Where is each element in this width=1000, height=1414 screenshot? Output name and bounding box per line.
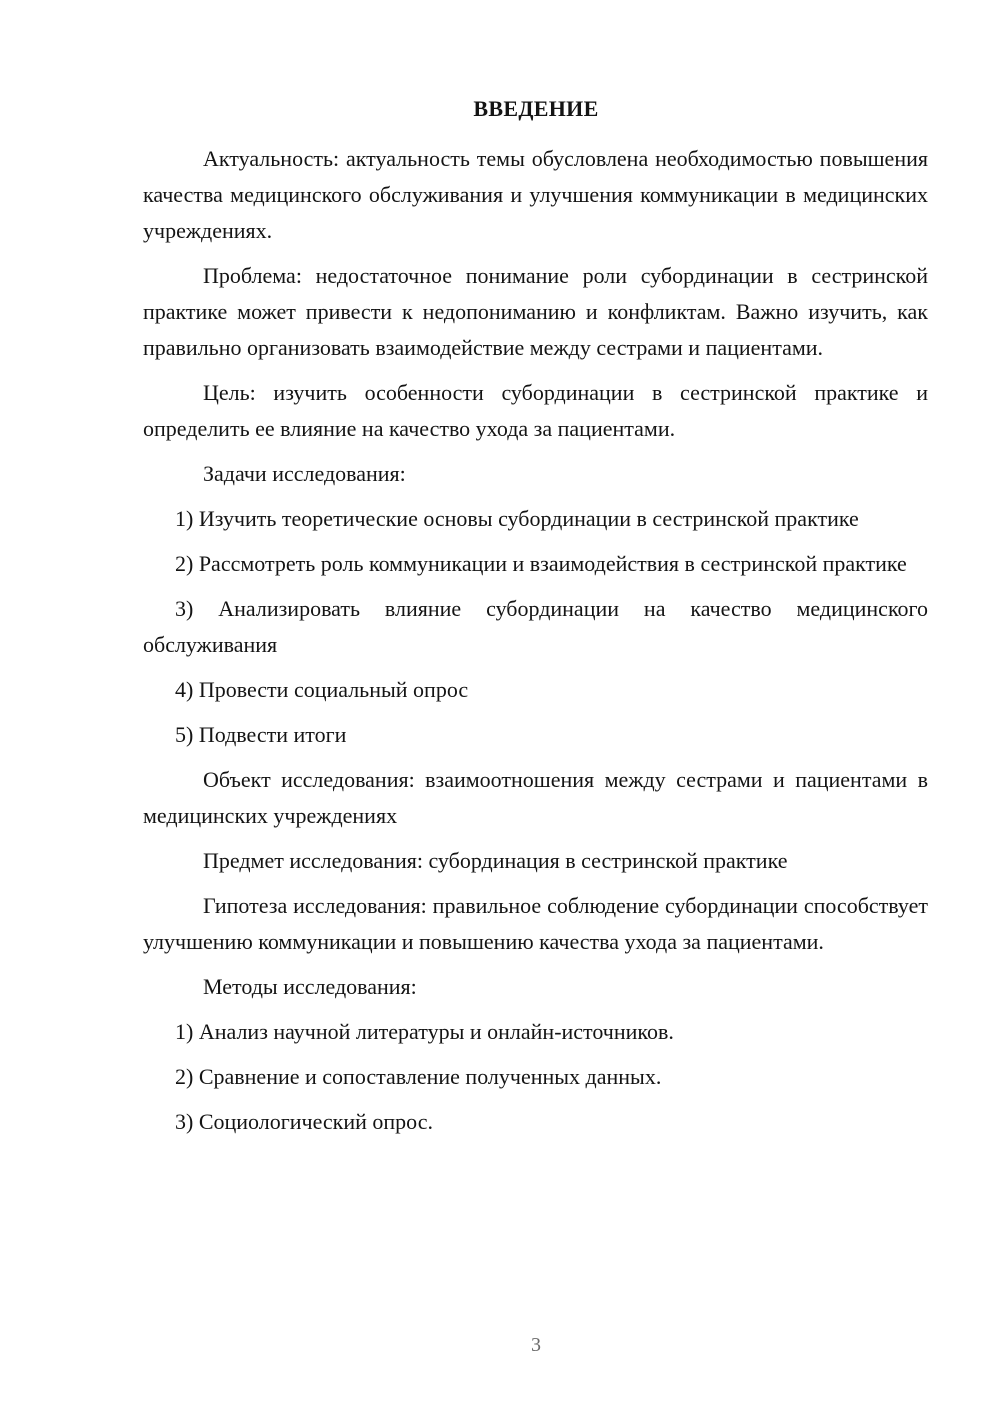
method-item: 3) Социологический опрос. bbox=[175, 1109, 433, 1134]
task-item: 3) Анализировать влияние субординации на качество медицинского обслуживания bbox=[143, 596, 928, 657]
relevance-paragraph: Актуальность: актуальность темы обусловлена необходимостью повышения качества медицинского обслуживания и улучшения коммуникации в медицинских учреждениях. bbox=[143, 146, 928, 243]
tasks-heading: Задачи исследования: bbox=[203, 461, 406, 486]
subject-paragraph: Предмет исследования: субординация в сестринской практике bbox=[203, 848, 788, 873]
task-item: 5) Подвести итоги bbox=[175, 722, 347, 747]
object-paragraph: Объект исследования: взаимоотношения между сестрами и пациентами в медицинских учреждениях bbox=[143, 767, 928, 828]
task-item: 1) Изучить теоретические основы субординации в сестринской практике bbox=[175, 506, 859, 531]
method-item: 2) Сравнение и сопоставление полученных данных. bbox=[175, 1064, 662, 1089]
task-item: 4) Провести социальный опрос bbox=[175, 677, 469, 702]
goal-paragraph: Цель: изучить особенности субординации в сестринской практике и определить ее влияние на качество ухода за пациентами. bbox=[143, 380, 928, 441]
page-title: ВВЕДЕНИЕ bbox=[473, 96, 599, 121]
document-body bbox=[143, 141, 928, 1140]
page-number: 3 bbox=[531, 1334, 541, 1356]
method-item: 1) Анализ научной литературы и онлайн-источников. bbox=[175, 1019, 674, 1044]
problem-paragraph: Проблема: недостаточное понимание роли субординации в сестринской практике может привести к недопониманию и конфликтам. Важно изучить, как правильно организовать взаимодействие между сестрами и пациентами. bbox=[143, 263, 928, 360]
methods-heading: Методы исследования: bbox=[203, 974, 417, 999]
hypothesis-paragraph: Гипотеза исследования: правильное соблюдение субординации способствует улучшению коммуникации и повышению качества ухода за пациентами. bbox=[143, 893, 928, 954]
task-item: 2) Рассмотреть роль коммуникации и взаимодействия в сестринской практике bbox=[175, 551, 907, 576]
